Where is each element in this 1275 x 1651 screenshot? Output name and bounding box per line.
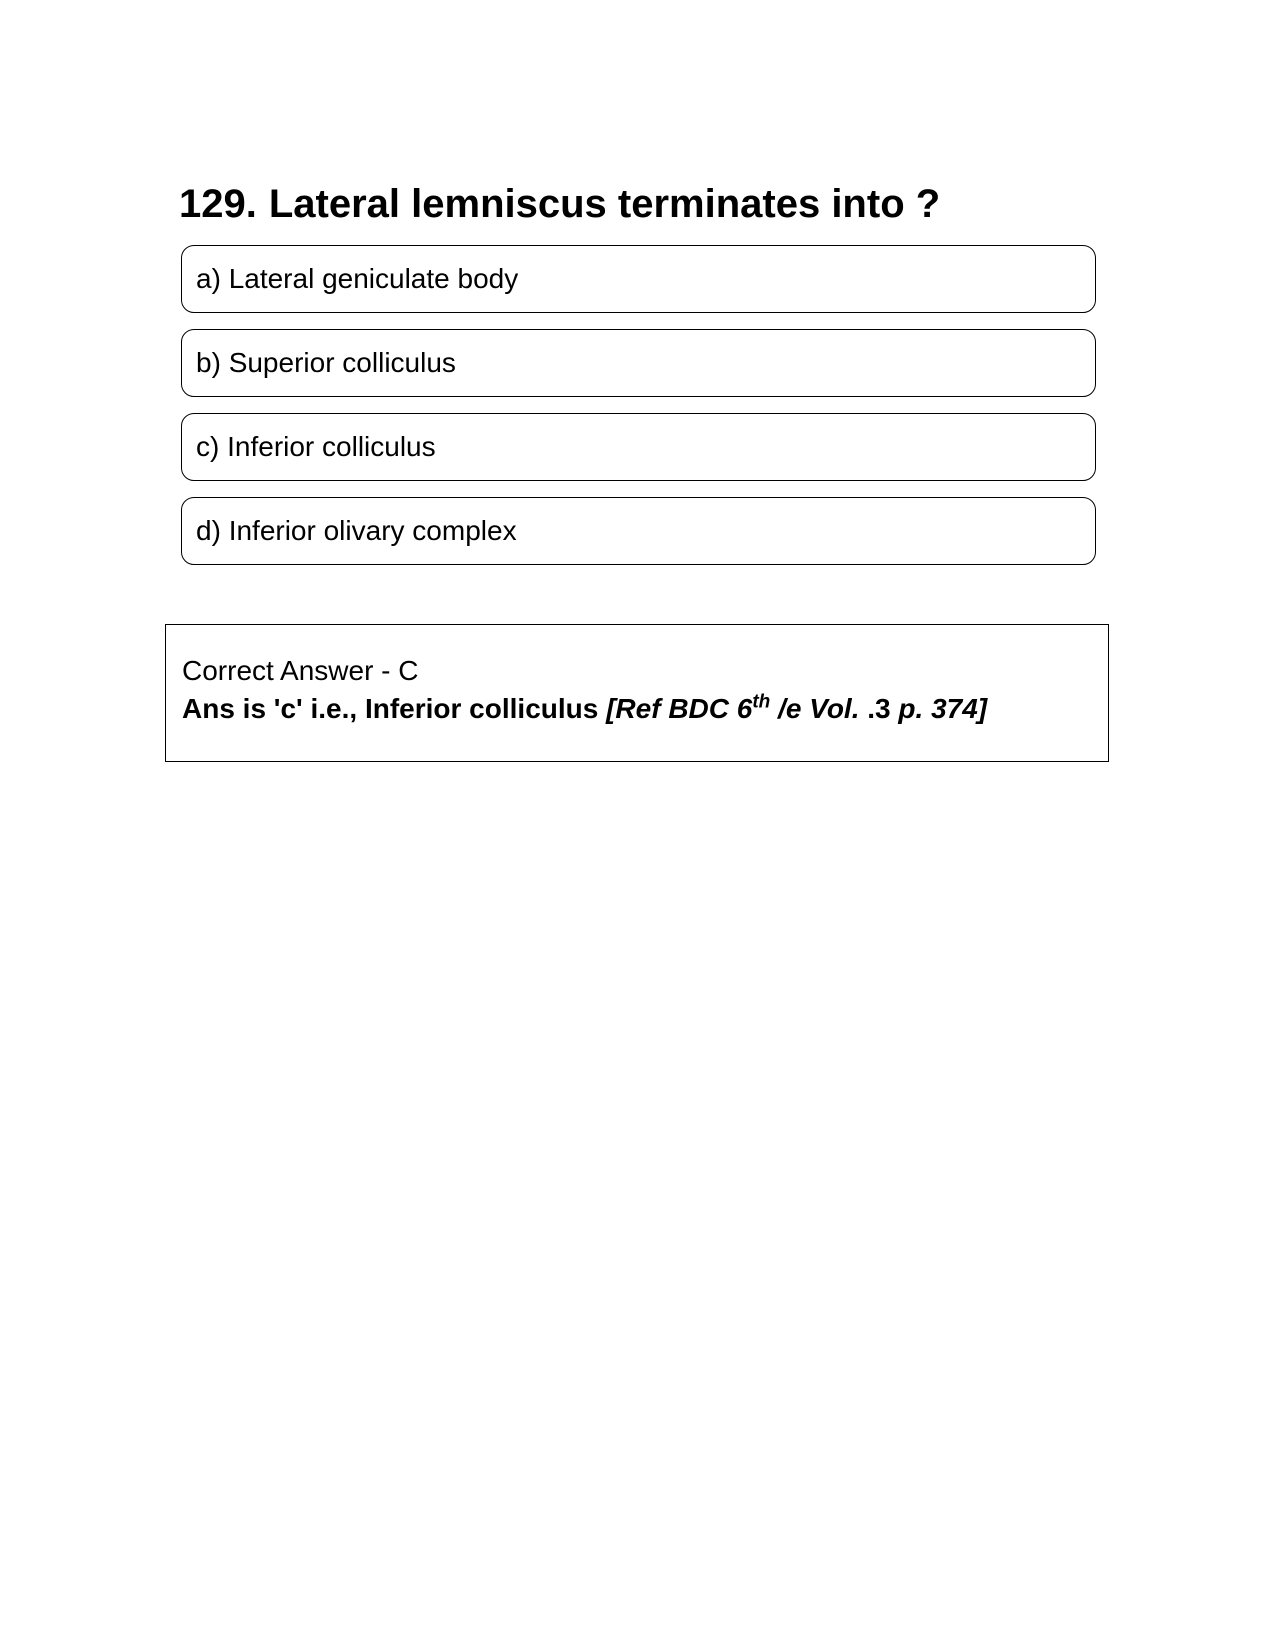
reference-volume: .3 xyxy=(859,693,899,724)
question-heading xyxy=(179,180,940,228)
option-letter: b) xyxy=(196,347,221,378)
option-a[interactable] xyxy=(181,245,1096,313)
option-b[interactable] xyxy=(181,329,1096,397)
options-list xyxy=(181,245,1096,581)
answer-explanation xyxy=(182,689,1108,729)
question-number: 129. xyxy=(179,182,257,226)
answer-box xyxy=(165,624,1109,762)
option-text: Superior colliculus xyxy=(228,347,456,378)
option-c[interactable] xyxy=(181,413,1096,481)
option-text: Inferior olivary complex xyxy=(228,515,517,546)
explanation-text: Ans is 'c' i.e., Inferior colliculus xyxy=(182,693,599,724)
option-letter: d) xyxy=(196,515,221,546)
option-text: Lateral geniculate body xyxy=(228,263,519,294)
question-text: Lateral lemniscus terminates into ? xyxy=(268,182,941,226)
reference-open: [Ref BDC 6 xyxy=(606,693,753,724)
correct-answer-label: Correct Answer - C xyxy=(182,655,419,686)
option-d[interactable] xyxy=(181,497,1096,565)
reference-edition: /e Vol. xyxy=(770,693,860,724)
option-letter: c) xyxy=(196,431,220,462)
option-text: Inferior colliculus xyxy=(227,431,436,462)
option-letter: a) xyxy=(196,263,221,294)
reference-superscript: th xyxy=(752,691,771,713)
reference-page: p. 374] xyxy=(898,693,988,724)
